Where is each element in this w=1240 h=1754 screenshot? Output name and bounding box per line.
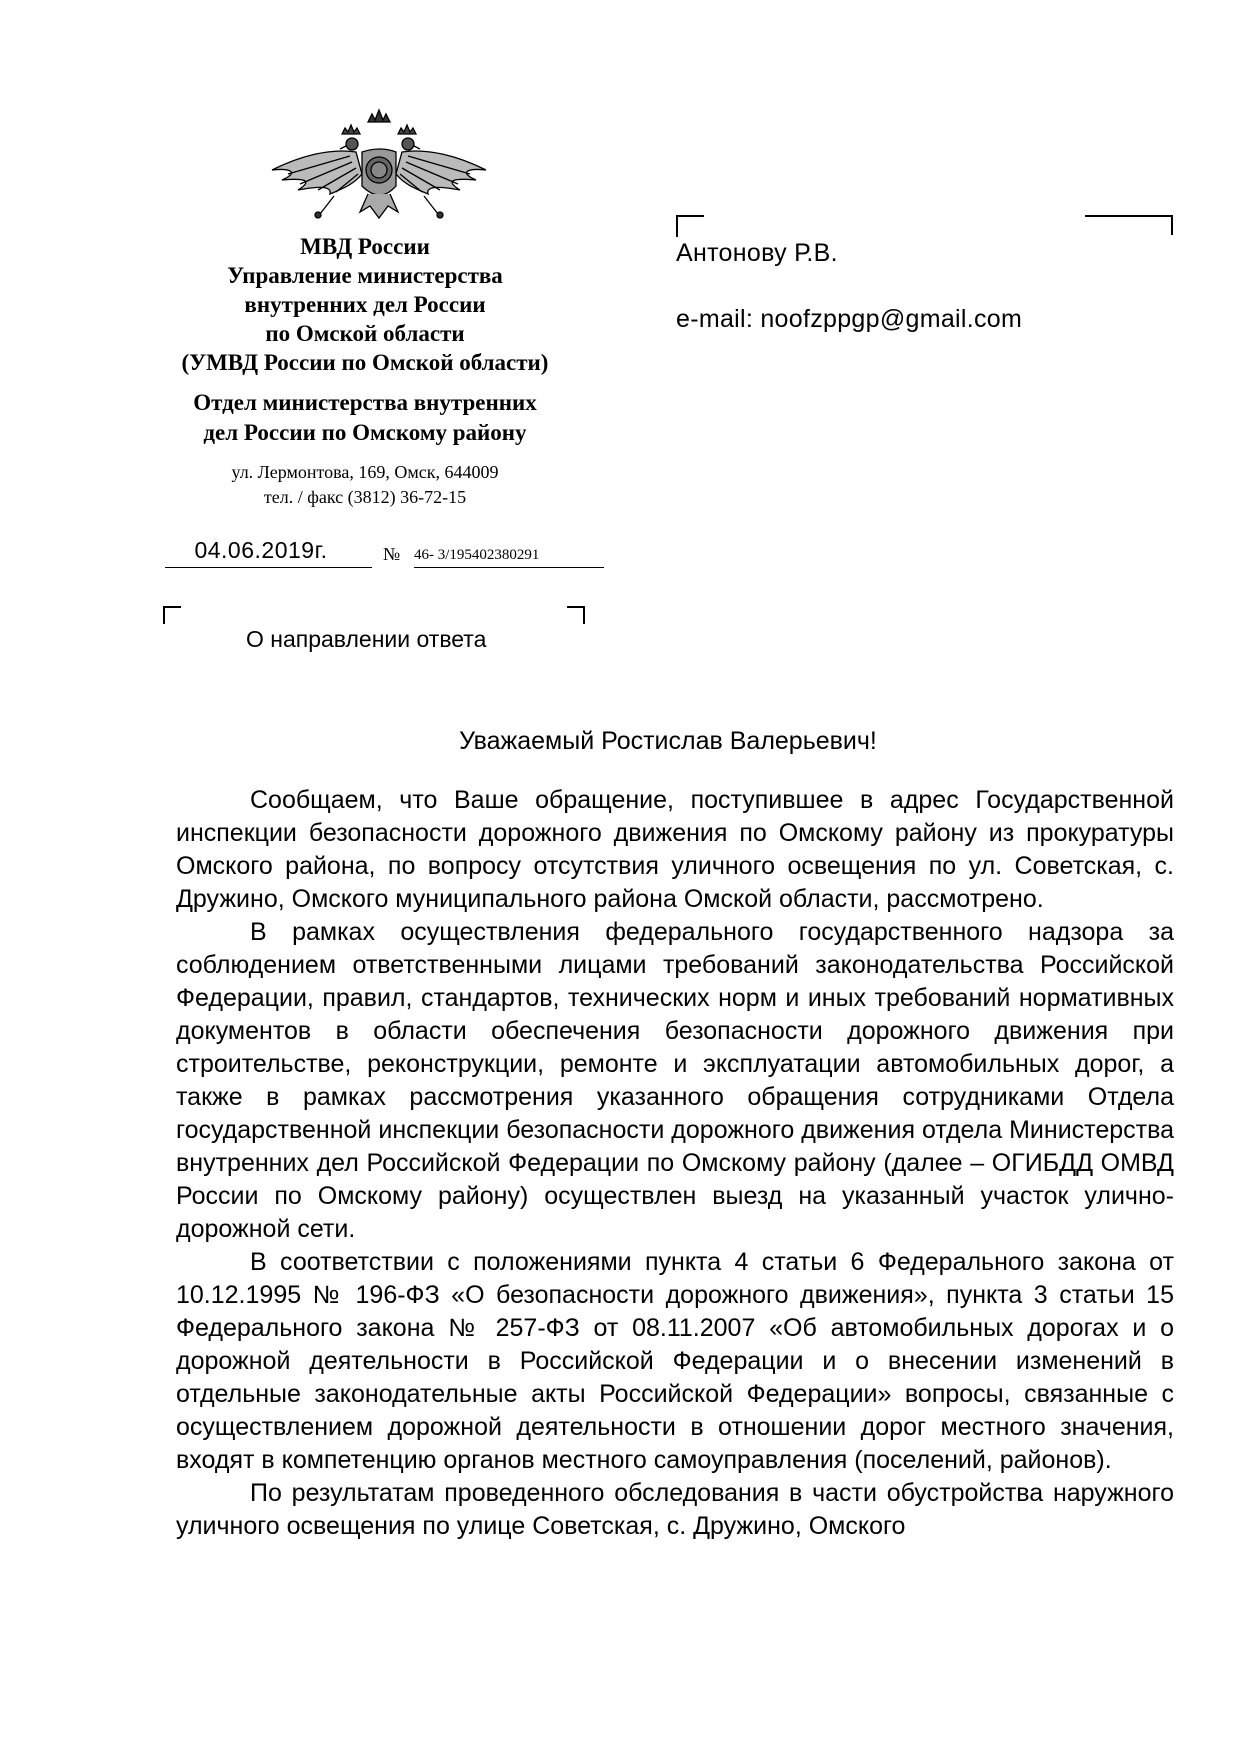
dept-line: Отдел министерства внутренних xyxy=(193,390,537,415)
org-line: МВД России xyxy=(300,234,430,259)
double-headed-eagle-emblem-icon xyxy=(270,108,488,220)
dept-line: дел России по Омскому району xyxy=(203,420,527,445)
recipient-bracket-rule xyxy=(1085,215,1173,217)
org-line: (УМВД России по Омской области) xyxy=(181,350,549,375)
phone-text: тел. / факс (3812) 36-72-15 xyxy=(263,487,467,507)
subject-line: О направлении ответа xyxy=(246,626,487,652)
subject-bracket-left xyxy=(163,606,181,624)
body-paragraph: По результатам проведенного обследования в части обустройства наружного уличного освещения по улице Советская, с. Дружино, Омского xyxy=(176,1479,1174,1540)
date-underline xyxy=(165,567,372,568)
number-sign: № xyxy=(383,544,401,564)
org-line: Управление министерства xyxy=(227,263,503,288)
department-name xyxy=(150,388,580,448)
contact-block xyxy=(150,460,580,510)
body-paragraph: Сообщаем, что Ваше обращение, поступившее в адрес Государственной инспекции безопасности дорожного движения по Омскому району из прокуратуры Омского района, по вопросу отсутствия уличного освещения по ул. Советская, с. Дружино, Омского муниципального района Омской области, рассмотрено. xyxy=(176,786,1174,913)
org-line: по Омской области xyxy=(265,321,465,346)
number-underline xyxy=(414,567,604,568)
recipient-name: Антонову Р.В. xyxy=(676,239,838,267)
letter-number: 46- 3/195402380291 xyxy=(414,547,540,563)
letter-date: 04.06.2019г. xyxy=(194,537,328,563)
subject-bracket-right xyxy=(567,606,585,624)
letter-body xyxy=(176,784,1174,1543)
recipient-bracket-right xyxy=(1171,215,1173,235)
body-paragraph: В соответствии с положениями пункта 4 статьи 6 Федерального закона от 10.12.1995 № 196-ФЗ «О безопасности дорожного движения», пункта 3 статьи 15 Федерального закона № 257-ФЗ от 08.11.2007 «Об автомобильных дорогах и о дорожной деятельности в Российской Федерации и о внесении изменений в отдельные законодательные акты Российской Федерации» вопросы, связанные с осуществлением дорожной деятельности в отношении дорог местного значения, входят в компетенцию органов местного самоуправления (поселений, районов). xyxy=(176,1248,1174,1474)
recipient-email: e-mail: noofzppgp@gmail.com xyxy=(676,305,1023,333)
address-text: ул. Лермонтова, 169, Омск, 644009 xyxy=(231,462,499,482)
salutation: Уважаемый Ростислав Валерьевич! xyxy=(459,727,877,755)
recipient-bracket-left xyxy=(676,215,704,237)
body-paragraph: В рамках осуществления федерального государственного надзора за соблюдением ответственными лицами требований законодательства Российской Федерации, правил, стандартов, технических норм и иных требований нормативных документов в области обеспечения безопасности дорожного движения при строительстве, реконструкции, ремонте и эксплуатации автомобильных дорог, а также в рамках рассмотрения указанного обращения сотрудниками Отдела государственной инспекции безопасности дорожного движения отдела Министерства внутренних дел Российской Федерации по Омскому району (далее – ОГИБДД ОМВД России по Омскому району) осуществлен выезд на указанный участок улично-дорожной сети. xyxy=(176,918,1174,1243)
organization-name xyxy=(150,232,580,377)
org-line: внутренних дел России xyxy=(244,292,486,317)
